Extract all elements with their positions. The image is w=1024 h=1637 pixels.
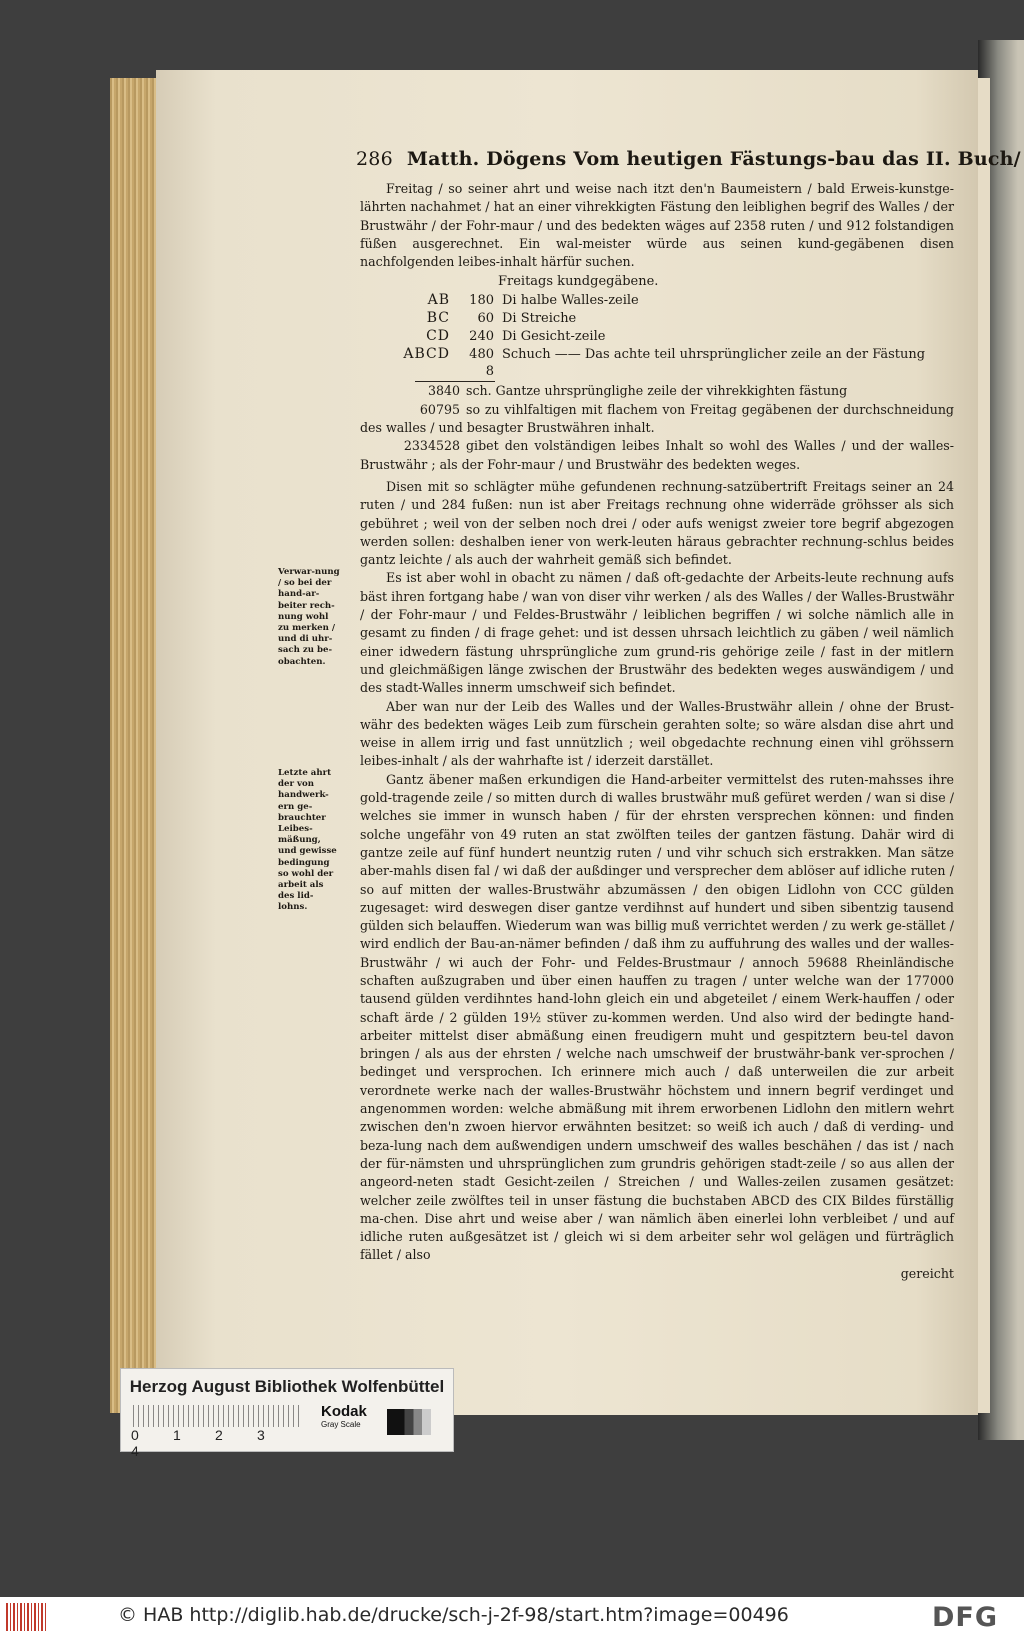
page-number: 286 [356, 148, 393, 170]
calc-heading: Freitags kundgegäbene. [498, 274, 659, 290]
scale-ruler [133, 1405, 303, 1427]
catchword: gereicht [900, 1265, 954, 1281]
body-paragraph: Disen mit so schlägter mühe gefundenen rechnung-satzübertrift Freitags seiner an 24 ruten / und 284 fußen: nun ist aber Freitags rechnung ohne widerräde gröhsser als sich gebühret ; weil von der selben noch drei / oder aufs wenigst zweier tore begrif abgezogen werden sollen: deshalben iener von werk-leuten häraus gebrachter rechnung-schlus beides gantz leichte / als auch der wahrheit gemäß sich befindet. [360, 478, 954, 568]
margin-note-2: Letzte ahrt der von handwerk-ern ge-brauchter Leibes-mäßung, und gewisse bedingung so wohl der arbeit als des lid-lohns. [278, 768, 337, 913]
calc-row: 8 [485, 364, 494, 380]
body-paragraph: Aber wan nur der Leib des Walles und der Walles-Brustwähr allein / ohne der Brust-währ des bedekten wäges Leib zum fürschein gerahten solte; so wäre alsdan dise ahrt und weise in allem irrig und fast unnützlich ; weil obgedachte rechnung einen vihl gröhssern leibes-inhalt / als der wahrhafte ist / iderzeit darstället. [360, 698, 954, 769]
dfg-logo: DFG [932, 1602, 999, 1633]
footer-link[interactable]: © HAB http://diglib.hab.de/drucke/sch-j-2f-98/start.htm?image=00496 [118, 1604, 789, 1626]
calc-row: AB 180 Di halbe Walles-zeile [427, 292, 639, 309]
footer-bar [0, 1597, 1024, 1637]
calc-result-2: 60795 so zu vihlfaltigen mit flachem von Freitag gegäbenen der durchschneidung des walles / und besagter Brustwähren inhalt. [360, 401, 954, 436]
barcode-icon [6, 1603, 48, 1631]
calc-result-1: 3840 sch. Gantze uhrsprünglighe zeile der vihrekkighten fästung [427, 383, 848, 399]
ruler-digits: 0 1 2 34 [131, 1427, 265, 1459]
calculation-table [360, 273, 954, 473]
margin-note-1: Verwar-nung / so bei der hand-ar-beiter rech-nung wohl zu merken / und di uhr-sach zu be-obachten. [278, 567, 340, 667]
library-color-card [120, 1368, 454, 1459]
calc-result-3: 2334528 gibet den volständigen leibes Inhalt so wohl des Walles / und der walles-Brustwähr ; als der Fohr-maur / und Brustwähr des bedekten weges. [360, 438, 954, 472]
gray-scale-bars [387, 1409, 431, 1435]
body-paragraph: Es ist aber wohl in obacht zu nämen / daß oft-gedachte der Arbeits-leute rechnung aufs bäst ihren fortgang habe / wan von diser vihr werken / als des Walles / der Walles-Brustwähr / der Fohr-maur / und Feldes-Brustwähr / leiblichen begriffen / wi solche nämlich alle in gesamt zu finden / di frage gehet: und ist dessen uhrsach leichtlich zu gäben / weil nämlich einer idwedern fästung uhrsprüngliche zum grund-ris gehörige zeile / fast in der mitlern und gleichmäßigen länge zwischen der Brustwähr des bedekten weges auswändigem / und des stadt-Walles innerm umschweif sich befindet. [360, 570, 954, 696]
page-edges [110, 78, 158, 1413]
library-name: Herzog August Bibliothek Wolfenbüttel [129, 1377, 445, 1396]
calc-row: CD 240 Di Gesicht-zeile [426, 328, 606, 345]
running-header [356, 148, 1021, 170]
running-title: Matth. Dögens Vom heutigen Fästungs-bau das II. Buch/ [406, 148, 1021, 170]
body-paragraph: Gantz äbener maßen erkundigen die Hand-arbeiter vermittelst des ruten-mahsses ihre gold-tragende zeile / so mitten durch di walles brustwähr muß gefüret werden / wan si dise / welches sie immer in wunsch haben / für der ehrsten versprechen können: und finden solche ungefähr von 49 ruten an stat zwölften teiles der gantzen fästung. Dahär wird di gantze zeile auf fünf hundert neuntzig ruten / und vihr schuch sich erstrakken. Man sätze aber-mahls disen fal / wi daß der außdinger und versprecher dem ablöser auf idliche ruten / so auf mitten der walles-Brustwähr abzumässen / den obigen Lidlohn von CCC gülden zugesaget: wird deswegen diser gantze verdihnst auf hundert und siben sibentzig tausend gülden sich belauffen. Wiederum wan was billig muß verrichtet werden / zu werk ge-stället / wird endlich der Bau-an-nämer befinden / daß ihm zu auffuhrung des walles und der walles-Brustwähr / wi auch der Fohr- und Feldes-Brustmaur / annoch 59688 Rheinländische schaften außzugraben und über einen hauffen zu tragen / unter welche wan der 177000 tausend gülden verdihntes hand-lohn gleich ein und abgeteilet / einem Werk-hauffen / oder schaft ärde / 2 gülden 19½ stüver zu-kommen werden. Und also wird der bedingte hand-arbeiter mittelst diser abmäßung einen freudigern muht und gespitztern beu-tel davon bringen / als aus der ehrsten / welche nach umschweif der brustwähr-bank ver-sprochen / bedinget und versprochen. Ich erinnere mich auch / daß unterweilen die zur arbeit verordnete werke nach der walles-Brustwähr höchstem und innern begrif verdinget und angenommen worden: welche abmäßung mit ihrem erworbenen Lidlohn den mitlern wehrt zwischen den'n zwoen hiervor erwähnten besitzet: so weiß ich auch / daß di verding- und beza-lung nach dem außwendigen undern umschweif des walles beschähen / das ist / nach der für-nämsten und uhrsprünglichen zum grundris gehörigen stadt-zeile / so aus allen der angeord-neten stadt Gesicht-zeilen / Streichen / und Walles-zeilen zusamen gesätzet: welcher zeile zwölftes teil in unser fästung die buchstaben ABCD des CIX Bildes fürställig ma-chen. Dise ahrt und weise aber / wan nämlich äben einerlei lohn verbleibet / und auf idliche ruten außgesätzet ist / gleich wi si dem arbeiter sehr wol gelägen und fürträglich fället / also [360, 771, 954, 1263]
calc-row: ABCD 480 Schuch —— Das achte teil uhrsprünglicher zeile an der Fästung [403, 346, 926, 363]
intro-paragraph: Freitag / so seiner ahrt und weise nach itzt den'n Baumeistern / bald Erweis-kunstge-lährten nachahmet / hat an einer vihrekkigten Fästung den leiblighen begrif des Walles / der Brustwähr / der Fohr-maur / und des bedekten wäges auf 2358 ruten / und 912 folstandigen füßen ausgerechnet. Ein wal-meister würde aus seinen kund-gegäbenen disen nachfolgenden leibes-inhalt härfür suchen. [360, 181, 954, 270]
calc-row: BC 60 Di Streiche [426, 310, 577, 327]
kodak-logo: Kodak Gray Scale [321, 1403, 367, 1429]
text-body [360, 180, 954, 1283]
